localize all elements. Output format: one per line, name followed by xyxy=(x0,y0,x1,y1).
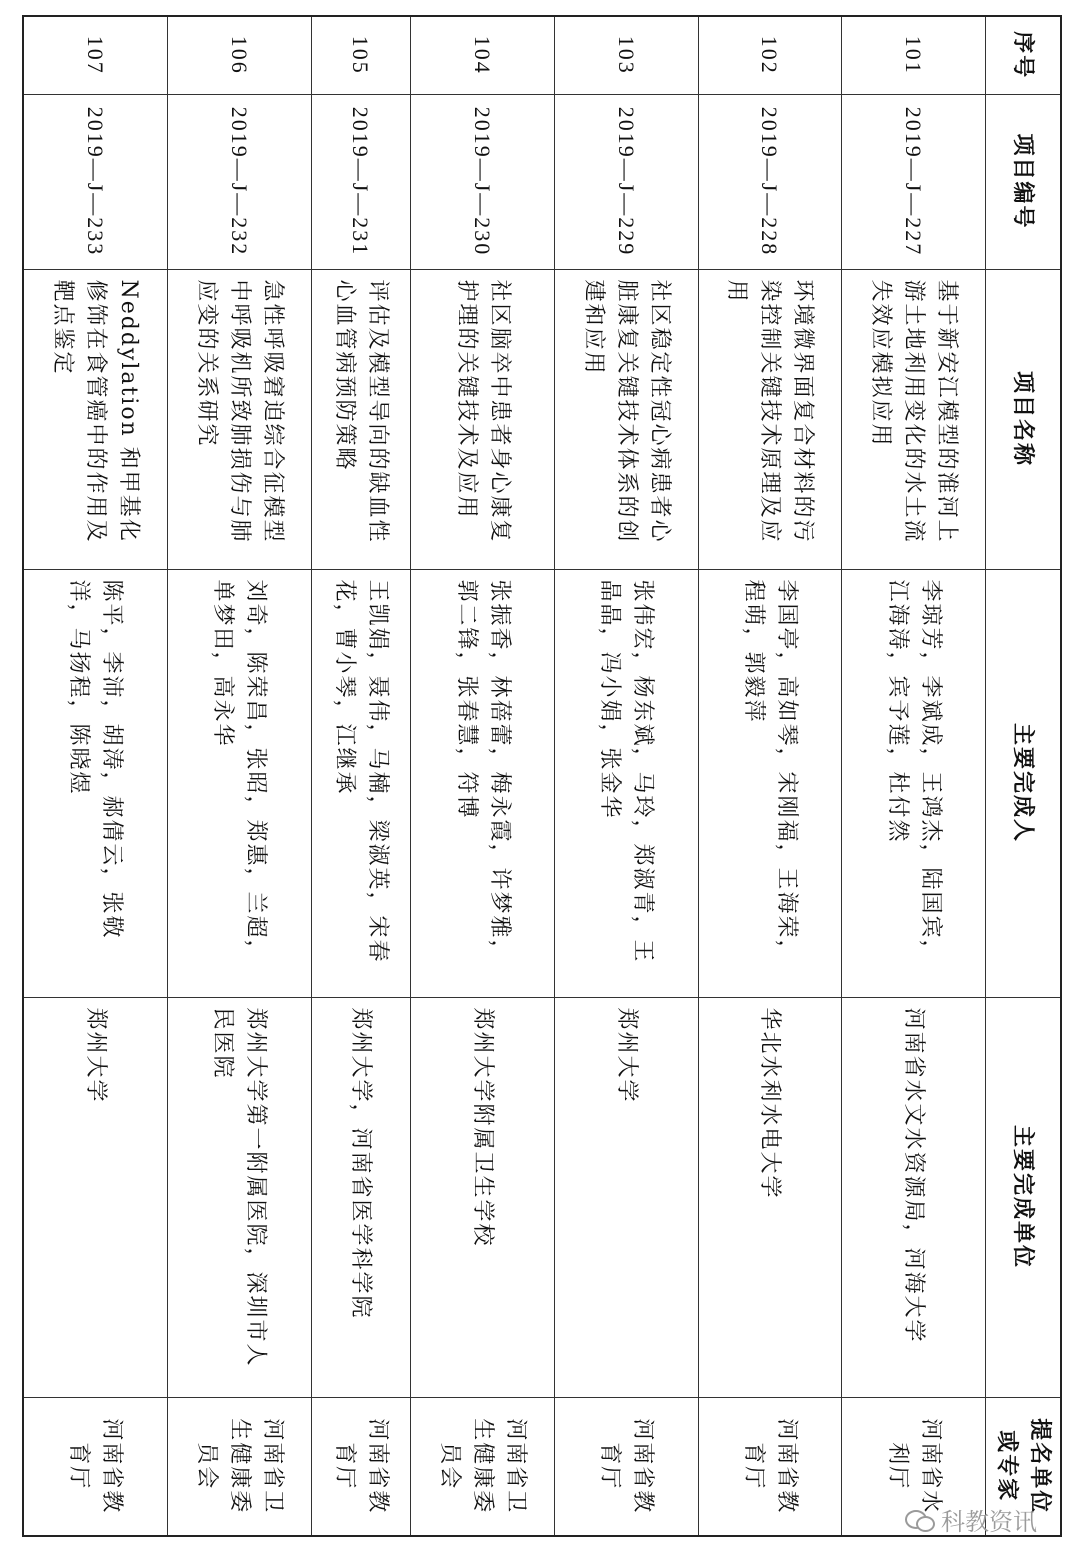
header-units: 主要完成单位 xyxy=(986,997,1062,1397)
cell-nominator: 河南省卫生健康委员会 xyxy=(411,1397,555,1536)
cell-people: 张伟宏，杨东斌，马玲，郑淑青，王晶晶，冯小娟，张金华 xyxy=(554,569,698,997)
cell-seq: 103 xyxy=(554,16,698,94)
cell-code: 2019—J—232 xyxy=(167,94,311,269)
cell-seq: 105 xyxy=(311,16,411,94)
cell-name: Neddylation 和甲基化修饰在食管癌中的作用及靶点鉴定 xyxy=(23,269,167,569)
table-row xyxy=(842,16,986,1536)
cell-code: 2019—J—233 xyxy=(23,94,167,269)
cell-name: 社区稳定性冠心病患者心脏康复关键技术体系的创建和应用 xyxy=(554,269,698,569)
cell-seq: 104 xyxy=(411,16,555,94)
cell-units: 华北水利水电大学 xyxy=(698,997,842,1397)
header-name: 项目名称 xyxy=(986,269,1062,569)
header-people: 主要完成人 xyxy=(986,569,1062,997)
cell-seq: 106 xyxy=(167,16,311,94)
rotated-table-container xyxy=(22,15,1062,1535)
table-row xyxy=(698,16,842,1536)
watermark-text: 科教资讯 xyxy=(941,1508,1037,1536)
cell-units: 郑州大学 xyxy=(554,997,698,1397)
cell-nominator: 河南省水利厅 xyxy=(842,1397,986,1536)
cell-seq: 102 xyxy=(698,16,842,94)
cell-units: 郑州大学 xyxy=(23,997,167,1397)
cell-code: 2019—J—229 xyxy=(554,94,698,269)
cell-name: 环境微界面复合材料的污染控制关键技术原理及应用 xyxy=(698,269,842,569)
cell-code: 2019—J—228 xyxy=(698,94,842,269)
cell-nominator: 河南省教育厅 xyxy=(698,1397,842,1536)
header-code: 项目编号 xyxy=(986,94,1062,269)
cell-people: 李琼芳，李斌成，王鸿杰，陆国宾，江海涛，宾予莲，杜付然 xyxy=(842,569,986,997)
watermark xyxy=(905,1502,1037,1537)
cell-code: 2019—J—230 xyxy=(411,94,555,269)
cell-units: 郑州大学附属卫生学校 xyxy=(411,997,555,1397)
cell-name: 社区脑卒中患者身心康复护理的关键技术及应用 xyxy=(411,269,555,569)
table-row xyxy=(167,16,311,1536)
cell-people: 张振香，林蓓蕾，梅永霞，许梦雅，郭二锋，张春慧，符博 xyxy=(411,569,555,997)
table-row xyxy=(411,16,555,1536)
cell-nominator: 河南省教育厅 xyxy=(311,1397,411,1536)
table-row xyxy=(554,16,698,1536)
cell-seq: 107 xyxy=(23,16,167,94)
table-row xyxy=(311,16,411,1536)
header-row xyxy=(986,16,1062,1536)
header-seq: 序号 xyxy=(986,16,1062,94)
cell-people: 刘奇，陈荣昌，张昭，郑惠，兰超，单梦田，高永华 xyxy=(167,569,311,997)
cell-people: 陈平，李沛，胡涛，郝倩云，张敬洋，马扬程，陈晓煜 xyxy=(23,569,167,997)
table-row xyxy=(23,16,167,1536)
cell-people: 李国亭，高如琴，宋刚福，王海荣，程萌，郭毅萍 xyxy=(698,569,842,997)
cell-code: 2019—J—231 xyxy=(311,94,411,269)
cell-units: 河南省水文水资源局，河海大学 xyxy=(842,997,986,1397)
cell-units: 郑州大学，河南省医学科学院 xyxy=(311,997,411,1397)
project-table xyxy=(22,15,1062,1537)
cell-nominator: 河南省教育厅 xyxy=(23,1397,167,1536)
cell-name: 急性呼吸窘迫综合征模型中呼吸机所致肺损伤与肺应变的关系研究 xyxy=(167,269,311,569)
wechat-icon xyxy=(905,1508,935,1532)
cell-name: 评估及模型导向的缺血性心血管病预防策略 xyxy=(311,269,411,569)
cell-nominator: 河南省教育厅 xyxy=(554,1397,698,1536)
cell-people: 王凯娟，聂伟，马楠，梁淑英，宋春花，曹小琴，江继承 xyxy=(311,569,411,997)
cell-code: 2019—J—227 xyxy=(842,94,986,269)
cell-units: 郑州大学第一附属医院，深圳市人民医院 xyxy=(167,997,311,1397)
cell-seq: 101 xyxy=(842,16,986,94)
cell-nominator: 河南省卫生健康委员会 xyxy=(167,1397,311,1536)
cell-name: 基于新安江模型的淮河上游土地利用变化的水土流失效应模拟应用 xyxy=(842,269,986,569)
header-nominator: 提名单位或专家 xyxy=(986,1397,1062,1536)
